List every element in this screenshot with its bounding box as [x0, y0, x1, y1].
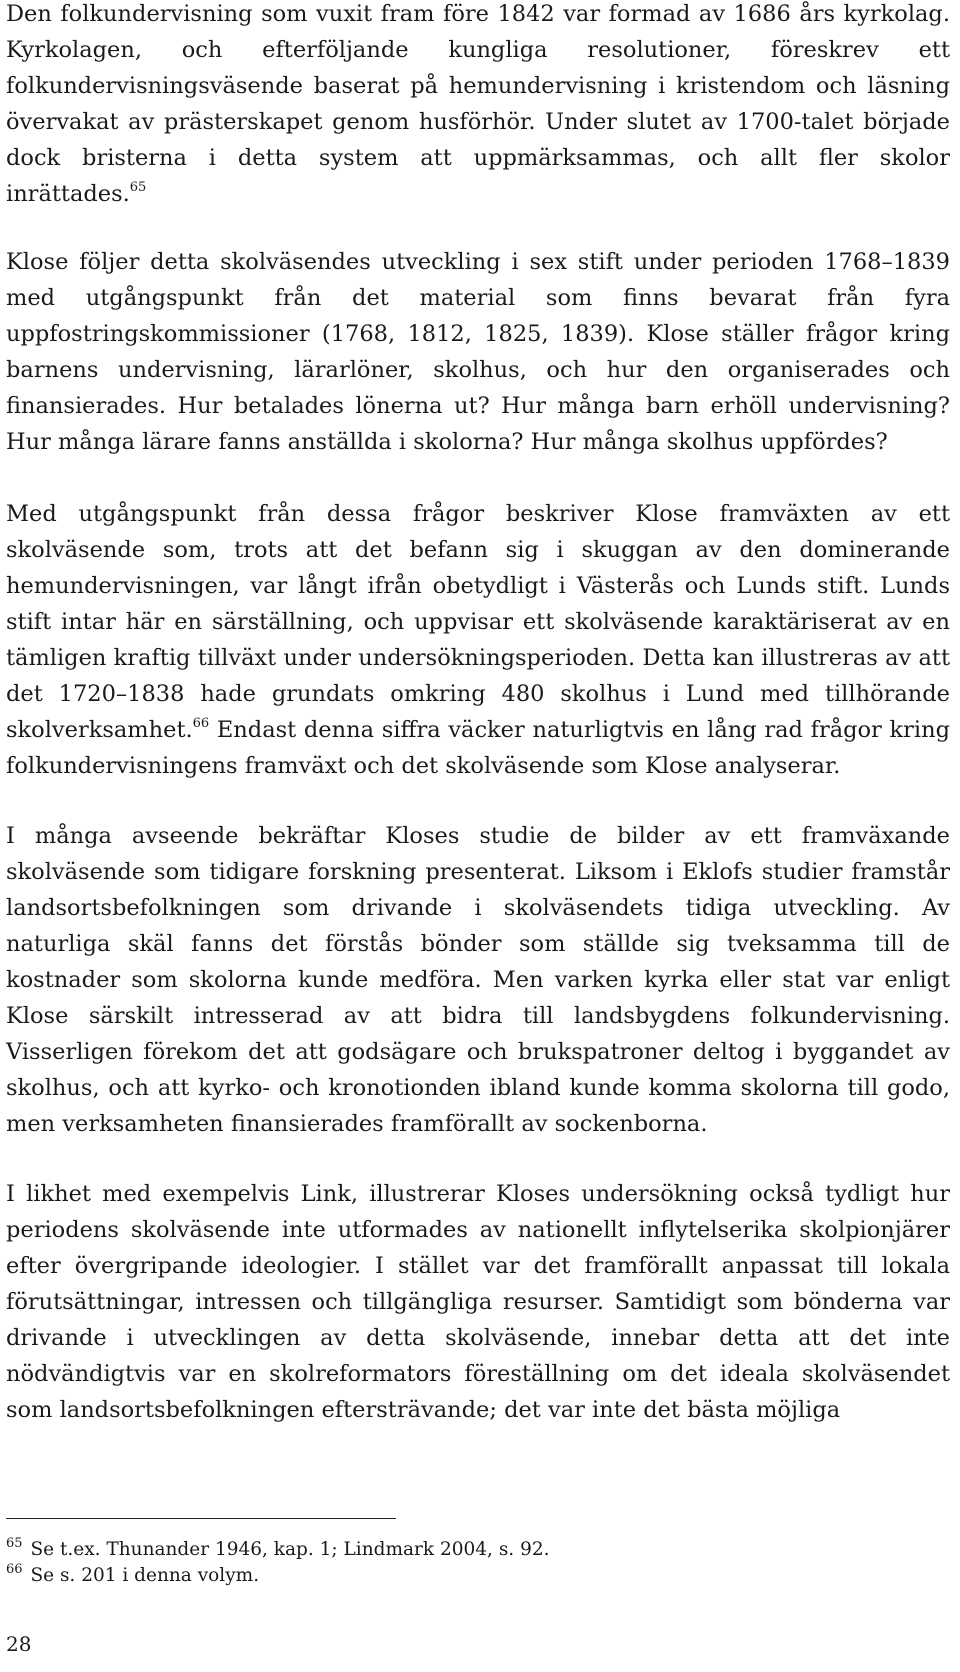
paragraph-5: [6, 1176, 950, 1428]
paragraph-3-text: Med utgångspunkt från dessa frågor beskriver Klose framväxten av ett skolväsende som, trots att det befann sig i skuggan av den dominerande hemundervisningen, var långt ifrån obetydligt i Västerås och Lunds stift. Lunds stift intar här en särställning, och uppvisar ett skolväsende karaktäriserat av en tämligen kraftig tillväxt under undersökningsperioden. Detta kan illustreras av att det 1720–1838 hade grundats omkring 480 skolhus i Lund med tillhörande skolverksamhet.: [6, 501, 950, 743]
footnote-ref-65[interactable]: 65: [129, 179, 147, 195]
page-number: 28: [6, 1632, 32, 1656]
paragraph-2-text: Klose följer detta skolväsendes utveckling i sex stift under perioden 1768–1839 med utgångspunkt från det material som finns bevarat från fyra uppfostringskommissioner (1768, 1812, 1825, 1839). Klose ställer frågor kring barnens undervisning, lärarlöner, skolhus, och hur den organiserades och finansierades. Hur betalades lönerna ut? Hur många barn erhöll undervisning? Hur många lärare fanns anställda i skolorna? Hur många skolhus uppfördes?: [6, 249, 950, 455]
footnote-divider: [6, 1518, 396, 1519]
paragraph-3-continuation: Endast denna siffra väcker naturligtvis en lång rad frågor kring folkundervisningens framväxt och det skolväsende som Klose analyserar.: [6, 717, 950, 779]
footnote-text: Se s. 201 i denna volym.: [30, 1565, 260, 1587]
footnote-text: Se t.ex. Thunander 1946, kap. 1; Lindmark 2004, s. 92.: [30, 1539, 550, 1561]
footnote-number: 65: [6, 1536, 23, 1551]
paragraph-4-text: I många avseende bekräftar Kloses studie de bilder av ett framväxande skolväsende som tidigare forskning presenterat. Liksom i Eklofs studier framstår landsortsbefolkningen som drivande i skolväsendets tidiga utveckling. Av naturliga skäl fanns det förstås bönder som ställde sig tveksamma till de kostnader som skolorna kunde medföra. Men varken kyrka eller stat var enligt Klose särskilt intresserad av att bidra till landsbygdens folkundervisning. Visserligen förekom det att godsägare och brukspatroner deltog i byggandet av skolhus, och att kyrko- och kronotionden ibland kunde komma skolorna till godo, men verksamheten finansierades framförallt av sockenborna.: [6, 823, 950, 1137]
paragraph-5-text: I likhet med exempelvis Link, illustrerar Kloses undersökning också tydligt hur periodens skolväsende inte utformades av nationellt inflytelserika skolpionjärer efter övergripande ideologier. I stället var det framförallt anpassat till lokala förutsättningar, intressen och tillgängliga resurser. Samtidigt som bönderna var drivande i utvecklingen av detta skolväsende, innebar detta att det inte nödvändigtvis var en skolreformators föreställning om det ideala skolväsendet som landsortsbefolkningen eftersträvande; det var inte det bästa möjliga: [6, 1181, 950, 1423]
footnote-66: [6, 1558, 259, 1589]
paragraph-1: [6, 0, 950, 212]
paragraph-2: [6, 244, 950, 460]
footnote-ref-66[interactable]: 66: [192, 715, 210, 731]
paragraph-3: [6, 496, 950, 784]
paragraph-4: [6, 818, 950, 1142]
footnote-number: 66: [6, 1562, 23, 1577]
paragraph-1-text: Den folkundervisning som vuxit fram före 1842 var formad av 1686 års kyrkolag. Kyrkolagen, och efterföljande kungliga resolutioner, föreskrev ett folkundervisningsväsende baserat på hemundervisning i kristendom och läsning övervakat av prästerskapet genom husförhör. Under slutet av 1700-talet började dock bristerna i detta system att uppmärksammas, och allt fler skolor inrättades.: [6, 1, 950, 207]
